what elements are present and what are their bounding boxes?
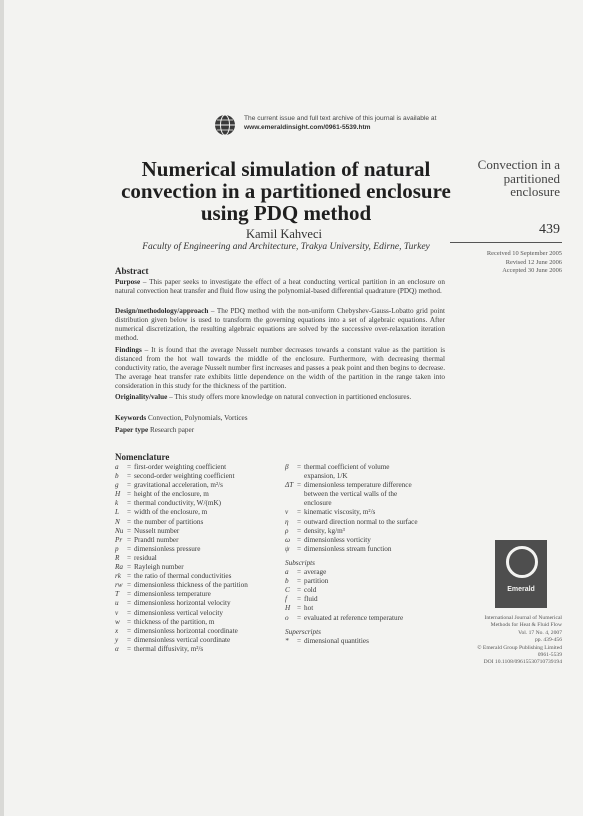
nomenclature-symbol: w bbox=[115, 617, 120, 626]
nomenclature-definition: density, kg/m³ bbox=[304, 526, 345, 535]
nomenclature-row bbox=[285, 472, 418, 481]
nomenclature-symbol bbox=[285, 490, 297, 499]
keywords-label: Keywords bbox=[115, 414, 147, 422]
nomenclature-symbol: ν bbox=[285, 508, 289, 517]
nomenclature-row bbox=[115, 463, 248, 472]
purpose-label: Purpose bbox=[115, 278, 141, 286]
equals-sign: = bbox=[127, 544, 132, 553]
nomenclature-symbol: Ra bbox=[115, 563, 123, 572]
nomenclature-definition: hot bbox=[304, 604, 314, 613]
nomenclature-symbol: α bbox=[115, 644, 119, 653]
nomenclature-symbol: R bbox=[115, 553, 120, 562]
equals-sign: = bbox=[127, 472, 132, 481]
nomenclature-symbol bbox=[285, 499, 297, 508]
nomenclature-row bbox=[285, 577, 418, 586]
equals-sign: = bbox=[127, 590, 132, 599]
abstract-originality bbox=[115, 393, 445, 402]
nomenclature-definition: between the vertical walls of the bbox=[304, 490, 398, 499]
equals-sign bbox=[297, 499, 304, 508]
author-name: Kamil Kahveci bbox=[245, 227, 322, 241]
purpose-text: – This paper seeks to investigate the effect of a heat conducting vertical partition in an enclosure on natural convection heat transfer and fluid flow using the polynomial-based differential quadrature (PDQ) method. bbox=[115, 278, 445, 295]
equals-sign: = bbox=[127, 526, 132, 535]
nomenclature-definition: expansion, 1/K bbox=[304, 472, 348, 481]
equals-sign: = bbox=[297, 481, 302, 490]
nomenclature-definition: Rayleigh number bbox=[134, 563, 184, 572]
nomenclature-symbol: x bbox=[115, 626, 119, 635]
nomenclature-definition: thermal diffusivity, m²/s bbox=[134, 644, 204, 653]
equals-sign: = bbox=[127, 535, 132, 544]
nomenclature-symbol: L bbox=[115, 508, 119, 517]
equals-sign: = bbox=[297, 636, 302, 645]
running-title-line: enclosure bbox=[510, 184, 560, 199]
equals-sign: = bbox=[297, 508, 302, 517]
nomenclature-definition: evaluated at reference temperature bbox=[304, 613, 404, 622]
equals-sign: = bbox=[297, 604, 302, 613]
nomenclature-definition: Nusselt number bbox=[134, 526, 180, 535]
findings-label: Findings bbox=[115, 346, 142, 354]
nomenclature-row bbox=[115, 618, 248, 627]
nomenclature-definition: dimensionless vertical velocity bbox=[134, 608, 224, 617]
nomenclature-symbol: a bbox=[285, 568, 289, 577]
nomenclature-symbol: v bbox=[115, 608, 119, 617]
nomenclature-symbol bbox=[285, 472, 297, 481]
journal-info-line: pp. 439-456 bbox=[534, 637, 562, 644]
nomenclature-row bbox=[115, 609, 248, 618]
nomenclature-definition: fluid bbox=[304, 595, 318, 604]
banner-url-link[interactable]: www.emeraldinsight.com/0961-5539.htm bbox=[244, 124, 371, 131]
nomenclature-symbol: ρ bbox=[285, 526, 289, 535]
nomenclature-row bbox=[115, 572, 248, 581]
nomenclature-row bbox=[285, 481, 418, 490]
nomenclature-definition: dimensional quantities bbox=[304, 636, 369, 645]
abstract-findings bbox=[115, 346, 445, 391]
submission-dates bbox=[440, 250, 562, 276]
nomenclature-definition: second-order weighting coefficient bbox=[134, 472, 235, 481]
nomenclature-symbol: T bbox=[115, 590, 119, 599]
nomenclature-definition: height of the enclosure, m bbox=[134, 490, 209, 499]
nomenclature-symbol: f bbox=[285, 595, 287, 604]
equals-sign bbox=[297, 490, 304, 499]
originality-text: – This study offers more knowledge on natural convection in partitioned enclosures. bbox=[167, 393, 412, 401]
nomenclature-row bbox=[115, 518, 248, 527]
paper-type-label: Paper type bbox=[115, 426, 149, 434]
journal-info-line: International Journal of Numerical bbox=[484, 615, 562, 621]
nomenclature-definition: dimensionless stream function bbox=[304, 544, 392, 553]
nomenclature-row bbox=[115, 481, 248, 490]
nomenclature-symbol: Nu bbox=[115, 526, 124, 535]
nomenclature-symbol: H bbox=[285, 604, 291, 613]
journal-info bbox=[440, 615, 562, 667]
nomenclature-symbol: N bbox=[115, 517, 120, 526]
nomenclature-definition: dimensionless pressure bbox=[134, 544, 201, 553]
nomenclature-symbol: p bbox=[115, 544, 119, 553]
nomenclature-symbol: H bbox=[115, 490, 121, 499]
equals-sign: = bbox=[127, 635, 132, 644]
accepted-date: Accepted 30 June 2006 bbox=[502, 267, 562, 275]
nomenclature-row bbox=[285, 490, 418, 499]
equals-sign: = bbox=[297, 463, 302, 471]
nomenclature-definition: residual bbox=[134, 553, 157, 562]
nomenclature-symbol: b bbox=[115, 472, 119, 481]
nomenclature-symbol: a bbox=[115, 463, 119, 471]
nomenclature-definition: dimensionless vorticity bbox=[304, 535, 371, 544]
nomenclature-row bbox=[285, 527, 418, 536]
page-edge-shadow bbox=[0, 0, 4, 816]
equals-sign: = bbox=[297, 586, 302, 595]
nomenclature-definition: thermal conductivity, W/(mK) bbox=[134, 499, 222, 508]
access-banner bbox=[214, 112, 464, 142]
equals-sign: = bbox=[127, 499, 132, 508]
equals-sign: = bbox=[297, 568, 302, 577]
journal-info-line: Vol. 17 No. 4, 2007 bbox=[518, 629, 562, 636]
nomenclature-symbol: u bbox=[115, 599, 119, 608]
equals-sign: = bbox=[127, 608, 132, 617]
nomenclature-symbol: y bbox=[115, 635, 119, 644]
paper-type-line bbox=[115, 426, 445, 435]
nomenclature-symbol: η bbox=[285, 517, 289, 526]
equals-sign: = bbox=[297, 613, 302, 622]
nomenclature-symbol: o bbox=[285, 613, 289, 622]
nomenclature-symbol: C bbox=[285, 586, 290, 595]
originality-label: Originality/value bbox=[115, 393, 168, 401]
journal-info-line: Methods for Heat & Fluid Flow bbox=[490, 622, 562, 629]
scan-margin bbox=[583, 0, 600, 816]
received-date: Received 10 September 2005 bbox=[486, 250, 562, 257]
nomenclature-definition: the ratio of thermal conductivities bbox=[134, 572, 232, 581]
emerald-logo bbox=[495, 540, 547, 608]
nomenclature-left-column bbox=[115, 463, 248, 654]
nomenclature-row bbox=[115, 636, 248, 645]
nomenclature-definition: outward direction normal to the surface bbox=[304, 517, 418, 526]
subscripts-heading: Subscripts bbox=[285, 558, 315, 567]
running-title-line: partitioned bbox=[503, 170, 560, 186]
nomenclature-row bbox=[115, 490, 248, 499]
abstract-heading: Abstract bbox=[115, 266, 149, 276]
nomenclature-row bbox=[115, 527, 248, 536]
equals-sign: = bbox=[127, 581, 132, 590]
nomenclature-definition: cold bbox=[304, 586, 317, 595]
page-number: 439 bbox=[539, 222, 560, 237]
nomenclature-definition: Prandtl number bbox=[134, 535, 179, 544]
equals-sign: = bbox=[127, 517, 132, 526]
nomenclature-row bbox=[285, 536, 418, 545]
nomenclature-symbol: b bbox=[285, 577, 289, 586]
running-title bbox=[448, 158, 560, 199]
equals-sign: = bbox=[297, 577, 302, 586]
nomenclature-row bbox=[115, 472, 248, 481]
emerald-logo-word: Emerald bbox=[507, 586, 535, 593]
nomenclature-row bbox=[115, 581, 248, 590]
nomenclature-symbol: ψ bbox=[285, 544, 290, 553]
abstract-design bbox=[115, 307, 445, 343]
nomenclature-row bbox=[285, 637, 418, 646]
journal-info-line: © Emerald Group Publishing Limited bbox=[477, 644, 562, 651]
nomenclature-definition: first-order weighting coefficient bbox=[134, 463, 227, 471]
nomenclature-row bbox=[285, 595, 418, 604]
nomenclature-definition: dimensionless temperature difference bbox=[304, 481, 412, 490]
nomenclature-row bbox=[115, 554, 248, 563]
findings-text: – It is found that the average Nusselt number decreases towards a constant value as the partition is distanced from the hot wall towards the middle of the enclosure. Furthermore, with decreasing thermal conductivity ratio, the average Nusselt number first increases and passes a peak point and then begins to decrease. The average heat transfer rate exhibits little dependence on the width of the partition in the range taken into consideration in this study for the thickness of the partition. bbox=[115, 346, 445, 390]
nomenclature-definition: dimensionless thickness of the partition bbox=[134, 581, 248, 590]
nomenclature-symbol: β bbox=[285, 463, 289, 471]
nomenclature-row bbox=[115, 563, 248, 572]
nomenclature-row bbox=[285, 499, 418, 508]
paper-type-text: Research paper bbox=[148, 426, 195, 434]
revised-date: Revised 12 June 2006 bbox=[505, 258, 562, 266]
nomenclature-symbol: rw bbox=[115, 581, 123, 590]
nomenclature-row bbox=[285, 604, 418, 613]
nomenclature-definition: average bbox=[304, 568, 327, 577]
equals-sign bbox=[297, 472, 304, 481]
equals-sign: = bbox=[127, 644, 132, 653]
equals-sign: = bbox=[127, 508, 132, 517]
equals-sign: = bbox=[127, 599, 132, 608]
nomenclature-definition: dimensionless horizontal coordinate bbox=[134, 626, 238, 635]
nomenclature-definition: width of the enclosure, m bbox=[134, 508, 208, 517]
nomenclature-definition: thermal coefficient of volume bbox=[304, 463, 390, 471]
nomenclature-symbol: * bbox=[285, 636, 289, 645]
equals-sign: = bbox=[127, 572, 132, 581]
nomenclature-row bbox=[285, 463, 418, 472]
nomenclature-row bbox=[115, 545, 248, 554]
abstract-purpose bbox=[115, 278, 445, 296]
nomenclature-definition: the number of partitions bbox=[134, 517, 204, 526]
nomenclature-heading: Nomenclature bbox=[115, 452, 170, 462]
equals-sign: = bbox=[297, 535, 302, 544]
journal-info-line: DOI 10.1108/09615530710739194 bbox=[483, 659, 562, 666]
nomenclature-row bbox=[115, 645, 248, 654]
nomenclature-row bbox=[285, 508, 418, 517]
superscripts-heading: Superscripts bbox=[285, 627, 321, 636]
nomenclature-definition: dimensionless temperature bbox=[134, 590, 211, 599]
nomenclature-row bbox=[115, 508, 248, 517]
nomenclature-row bbox=[115, 627, 248, 636]
nomenclature-definition: dimensionless horizontal velocity bbox=[134, 599, 231, 608]
equals-sign: = bbox=[127, 463, 132, 471]
equals-sign: = bbox=[127, 490, 132, 499]
design-text: – The PDQ method with the non-uniform Chebyshev-Gauss-Lobatto grid point distribution given below is used to transform the governing equations into a set of algebraic equations. After numerical discretization, the resulting algebraic equations are solved by the successive over-relaxation iteration method. bbox=[115, 307, 445, 342]
equals-sign: = bbox=[127, 481, 132, 490]
running-title-line: Convection in a bbox=[477, 157, 560, 172]
nomenclature-symbol: g bbox=[115, 481, 119, 490]
equals-sign: = bbox=[127, 626, 132, 635]
nomenclature-row bbox=[115, 599, 248, 608]
author-affiliation: Faculty of Engineering and Architecture, Trakya University, Edirne, Turkey bbox=[142, 242, 430, 252]
equals-sign: = bbox=[297, 517, 302, 526]
paper-title: Numerical simulation of natural convection in a partitioned enclosure using PDQ method bbox=[121, 157, 451, 225]
nomenclature-definition: partition bbox=[304, 577, 329, 586]
nomenclature-right-column bbox=[285, 463, 418, 646]
nomenclature-symbol: Pr bbox=[115, 535, 123, 544]
equals-sign: = bbox=[127, 553, 132, 562]
equals-sign: = bbox=[127, 563, 132, 572]
emerald-e-icon bbox=[506, 546, 538, 578]
nomenclature-row bbox=[285, 518, 418, 527]
equals-sign: = bbox=[127, 617, 132, 626]
nomenclature-row bbox=[285, 545, 418, 554]
nomenclature-symbol: k bbox=[115, 499, 119, 508]
nomenclature-row bbox=[285, 614, 418, 623]
nomenclature-row bbox=[115, 536, 248, 545]
nomenclature-symbol: ΔT bbox=[285, 481, 294, 490]
nomenclature-definition: gravitational acceleration, m²/s bbox=[134, 481, 223, 490]
design-label: Design/methodology/approach bbox=[115, 307, 209, 315]
globe-icon bbox=[214, 114, 236, 136]
nomenclature-symbol: rk bbox=[115, 572, 121, 581]
keywords-line bbox=[115, 414, 445, 423]
equals-sign: = bbox=[297, 544, 302, 553]
margin-divider bbox=[450, 242, 562, 243]
nomenclature-symbol: ω bbox=[285, 535, 291, 544]
nomenclature-row bbox=[285, 586, 418, 595]
nomenclature-row bbox=[115, 499, 248, 508]
keywords-text: Convection, Polynomials, Vortices bbox=[146, 414, 248, 422]
nomenclature-definition: dimensionless vertical coordinate bbox=[134, 635, 231, 644]
equals-sign: = bbox=[297, 526, 302, 535]
nomenclature-row bbox=[115, 590, 248, 599]
nomenclature-row bbox=[285, 568, 418, 577]
journal-info-line: 0961-5539 bbox=[537, 652, 562, 659]
nomenclature-definition: kinematic viscosity, m²/s bbox=[304, 508, 376, 517]
nomenclature-definition: thickness of the partition, m bbox=[134, 617, 215, 626]
banner-line-1: The current issue and full text archive of this journal is available at bbox=[244, 115, 437, 122]
nomenclature-definition: enclosure bbox=[304, 499, 332, 508]
equals-sign: = bbox=[297, 595, 302, 604]
